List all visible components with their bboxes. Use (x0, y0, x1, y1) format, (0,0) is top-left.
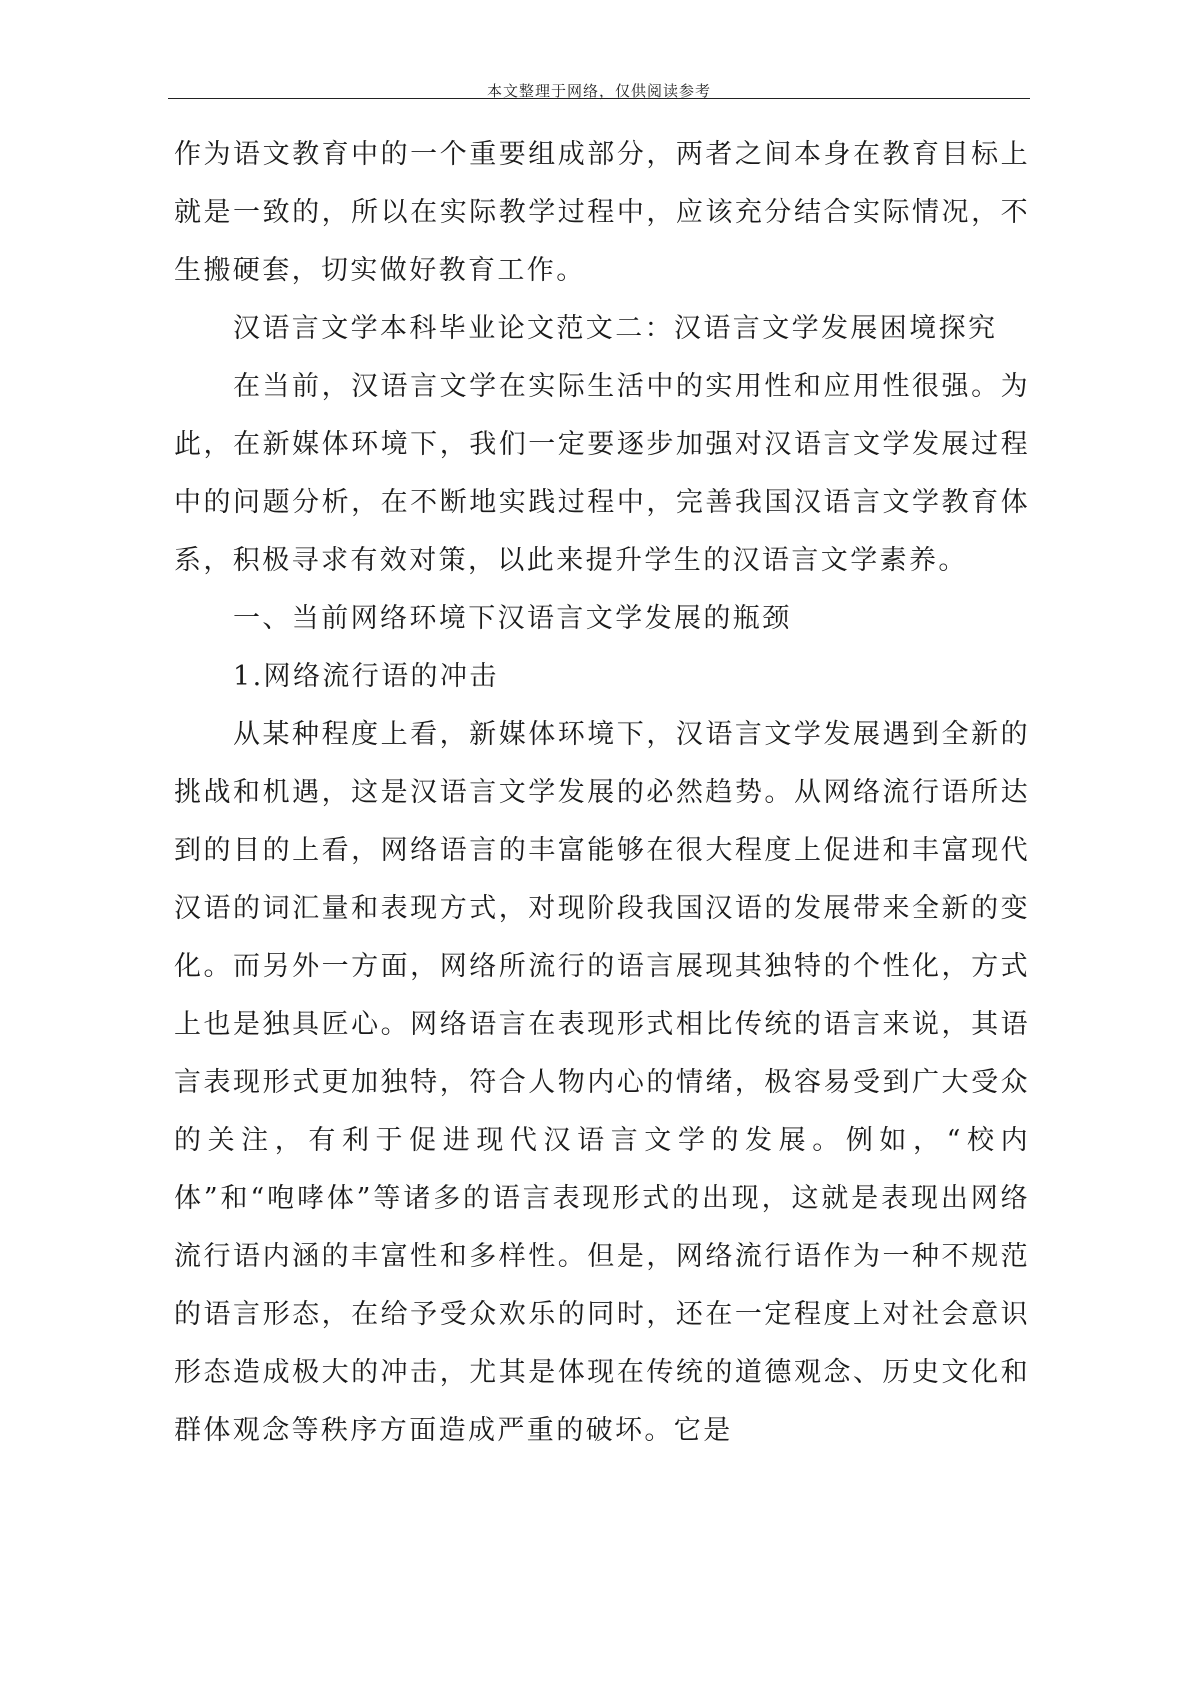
paragraph-intro: 在当前，汉语言文学在实际生活中的实用性和应用性很强。为此，在新媒体环境下，我们一定要逐步加强对汉语言文学发展过程中的问题分析，在不断地实践过程中，完善我国汉语言文学教育体系，积极寻求有效对策，以此来提升学生的汉语言文学素养。 (174, 371, 1030, 576)
page-header: 本文整理于网络，仅供阅读参考 (486, 82, 711, 100)
body-text (174, 126, 1030, 1460)
heading-level-1: 一、当前网络环境下汉语言文学发展的瓶颈 (233, 603, 792, 634)
heading-level-2: 1.网络流行语的冲击 (233, 661, 499, 692)
paragraph-body: 从某种程度上看，新媒体环境下，汉语言文学发展遇到全新的挑战和机遇，这是汉语言文学发展的必然趋势。从网络流行语所达到的目的上看，网络语言的丰富能够在很大程度上促进和丰富现代汉语的词汇量和表现方式，对现阶段我国汉语的发展带来全新的变化。而另外一方面，网络所流行的语言展现其独特的个性化，方式上也是独具匠心。网络语言在表现形式相比传统的语言来说，其语言表现形式更加独特，符合人物内心的情绪，极容易受到广大受众的关注，有利于促进现代汉语言文学的发展。例如，“校内体”和“咆哮体”等诸多的语言表现形式的出现，这就是表现出网络流行语内涵的丰富性和多样性。但是，网络流行语作为一种不规范的语言形态，在给予受众欢乐的同时，还在一定程度上对社会意识形态造成极大的冲击，尤其是体现在传统的道德观念、历史文化和群体观念等秩序方面造成严重的破坏。它是 (174, 719, 1030, 1446)
section-title: 汉语言文学本科毕业论文范文二：汉语言文学发展困境探究 (233, 313, 998, 344)
paragraph-continuation: 作为语文教育中的一个重要组成部分，两者之间本身在教育目标上就是一致的，所以在实际教学过程中，应该充分结合实际情况，不生搬硬套，切实做好教育工作。 (174, 139, 1030, 286)
header-divider (168, 98, 1030, 99)
